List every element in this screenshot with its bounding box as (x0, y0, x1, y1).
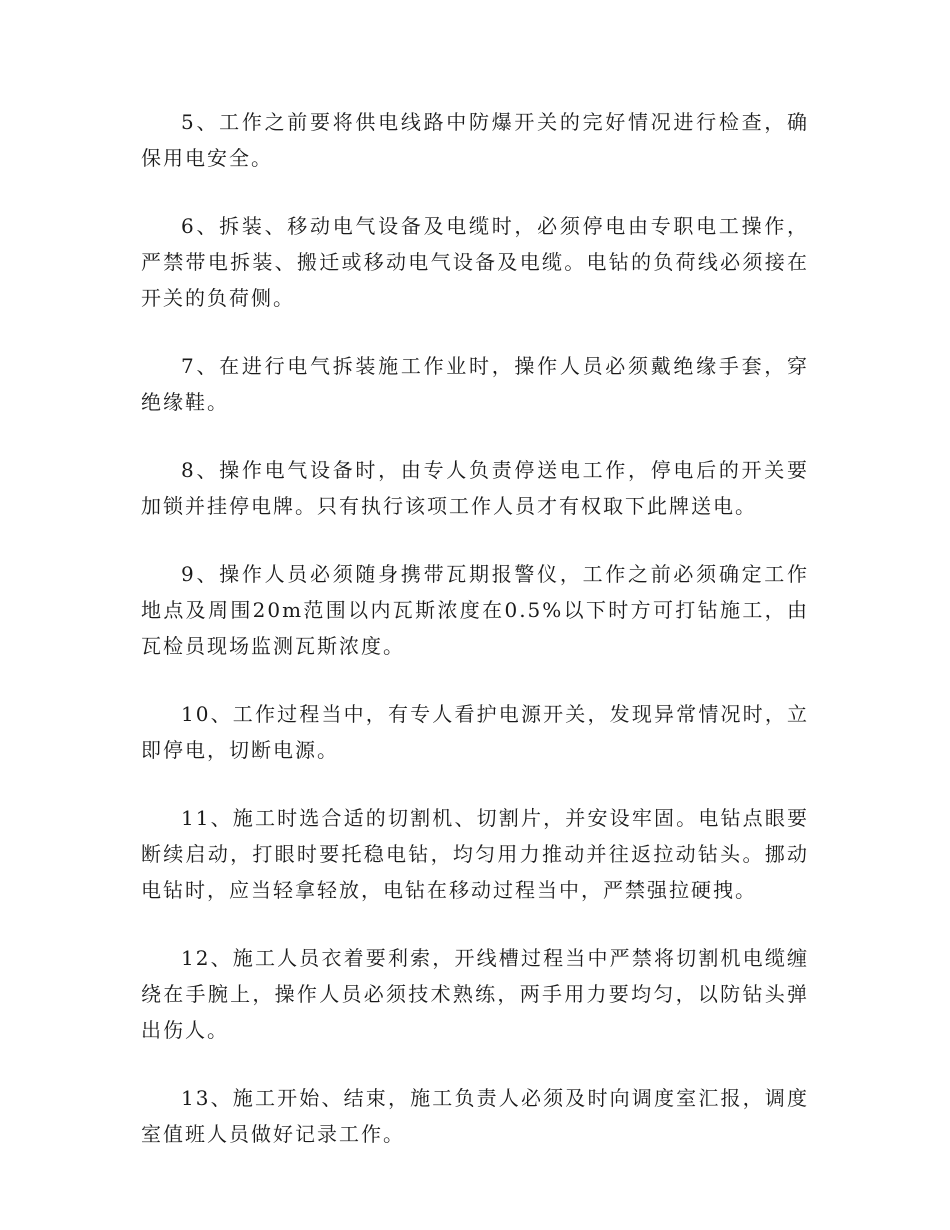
paragraph-item-5: 5、工作之前要将供电线路中防爆开关的完好情况进行检查，确保用电安全。 (141, 110, 809, 170)
paragraph-item-8: 8、操作电气设备时，由专人负责停送电工作，停电后的开关要加锁并挂停电牌。只有执行该项工作人员才有权取下此牌送电。 (141, 458, 809, 518)
document-body (141, 104, 809, 1184)
paragraph-item-6: 6、拆装、移动电气设备及电缆时，必须停电由专职电工操作，严禁带电拆装、搬迁或移动电气设备及电缆。电钻的负荷线必须接在开关的负荷侧。 (141, 214, 809, 310)
paragraph-item-10: 10、工作过程当中，有专人看护电源开关，发现异常情况时，立即停电，切断电源。 (141, 702, 809, 762)
paragraph-item-12: 12、施工人员衣着要利索，开线槽过程当中严禁将切割机电缆缠绕在手腕上，操作人员必须技术熟练，两手用力要均匀，以防钻头弹出伤人。 (141, 946, 809, 1042)
paragraph-item-11: 11、施工时选合适的切割机、切割片，并安设牢固。电钻点眼要断续启动，打眼时要托稳电钻，均匀用力推动并往返拉动钻头。挪动电钻时，应当轻拿轻放，电钻在移动过程当中，严禁强拉硬拽。 (141, 806, 809, 902)
paragraph-item-9: 9、操作人员必须随身携带瓦期报警仪，工作之前必须确定工作地点及周围20m范围以内瓦斯浓度在0.5%以下时方可打钻施工，由瓦检员现场监测瓦斯浓度。 (141, 562, 809, 658)
paragraph-item-7: 7、在进行电气拆装施工作业时，操作人员必须戴绝缘手套，穿绝缘鞋。 (141, 354, 809, 414)
paragraph-item-13: 13、施工开始、结束，施工负责人必须及时向调度室汇报，调度室值班人员做好记录工作。 (141, 1086, 809, 1146)
